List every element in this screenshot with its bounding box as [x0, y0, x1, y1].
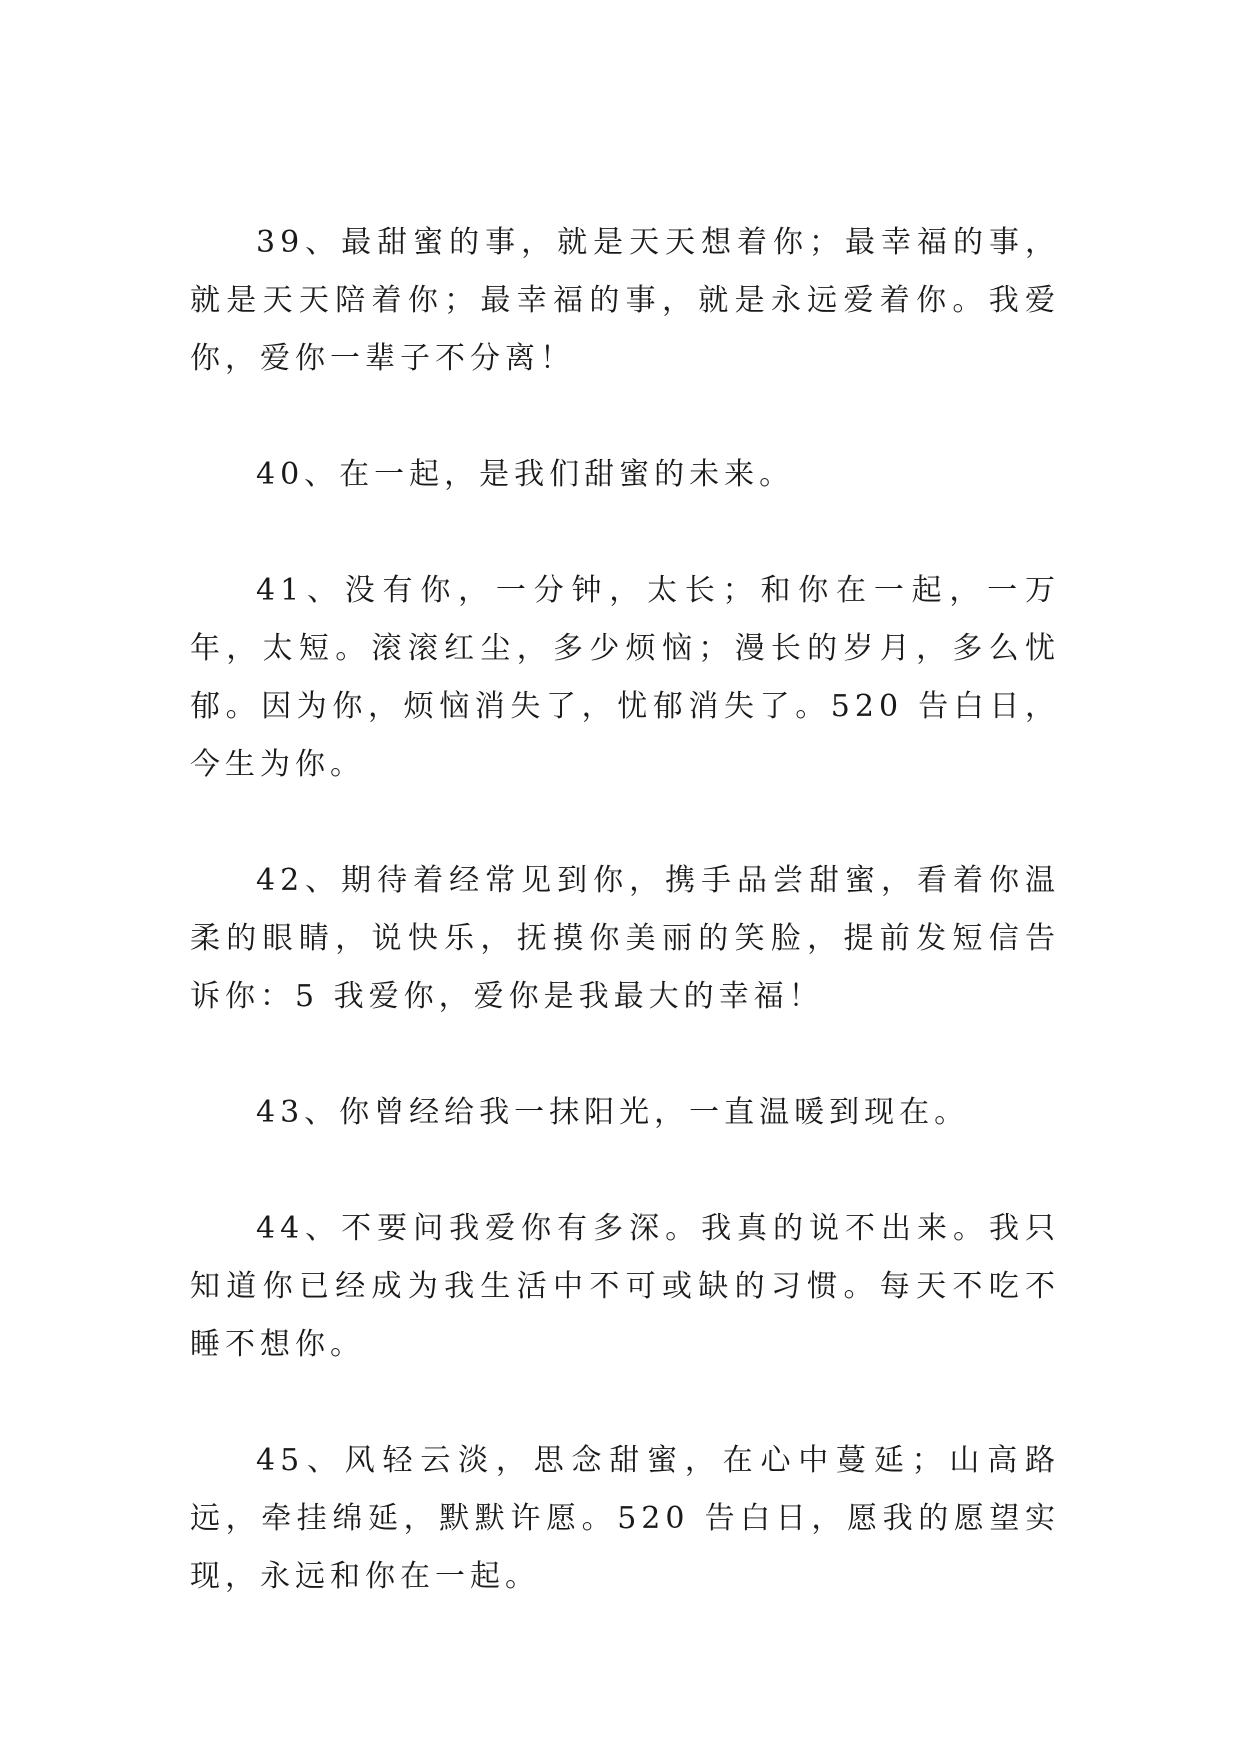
document-body	[190, 214, 1060, 1606]
paragraph-44: 44、不要问我爱你有多深。我真的说不出来。我只知道你已经成为我生活中不可或缺的习惯。每天不吃不睡不想你。	[190, 1211, 1060, 1362]
paragraph-40: 40、在一起，是我们甜蜜的未来。	[256, 457, 795, 492]
paragraph-39: 39、最甜蜜的事，就是天天想着你；最幸福的事，就是天天陪着你；最幸福的事，就是永远爱着你。我爱你，爱你一辈子不分离！	[190, 225, 1060, 376]
paragraph-43: 43、你曾经给我一抹阳光，一直温暖到现在。	[256, 1095, 970, 1130]
paragraph-45: 45、风轻云淡，思念甜蜜，在心中蔓延；山高路远，牵挂绵延，默默许愿。520 告白日，愿我的愿望实现，永远和你在一起。	[190, 1443, 1060, 1594]
paragraph-41: 41、没有你，一分钟，太长；和你在一起，一万年，太短。滚滚红尘，多少烦恼；漫长的岁月，多么忧郁。因为你，烦恼消失了，忧郁消失了。520 告白日，今生为你。	[190, 573, 1060, 782]
paragraph-42: 42、期待着经常见到你，携手品尝甜蜜，看着你温柔的眼睛，说快乐，抚摸你美丽的笑脸，提前发短信告诉你：5 我爱你，爱你是我最大的幸福！	[190, 863, 1060, 1014]
